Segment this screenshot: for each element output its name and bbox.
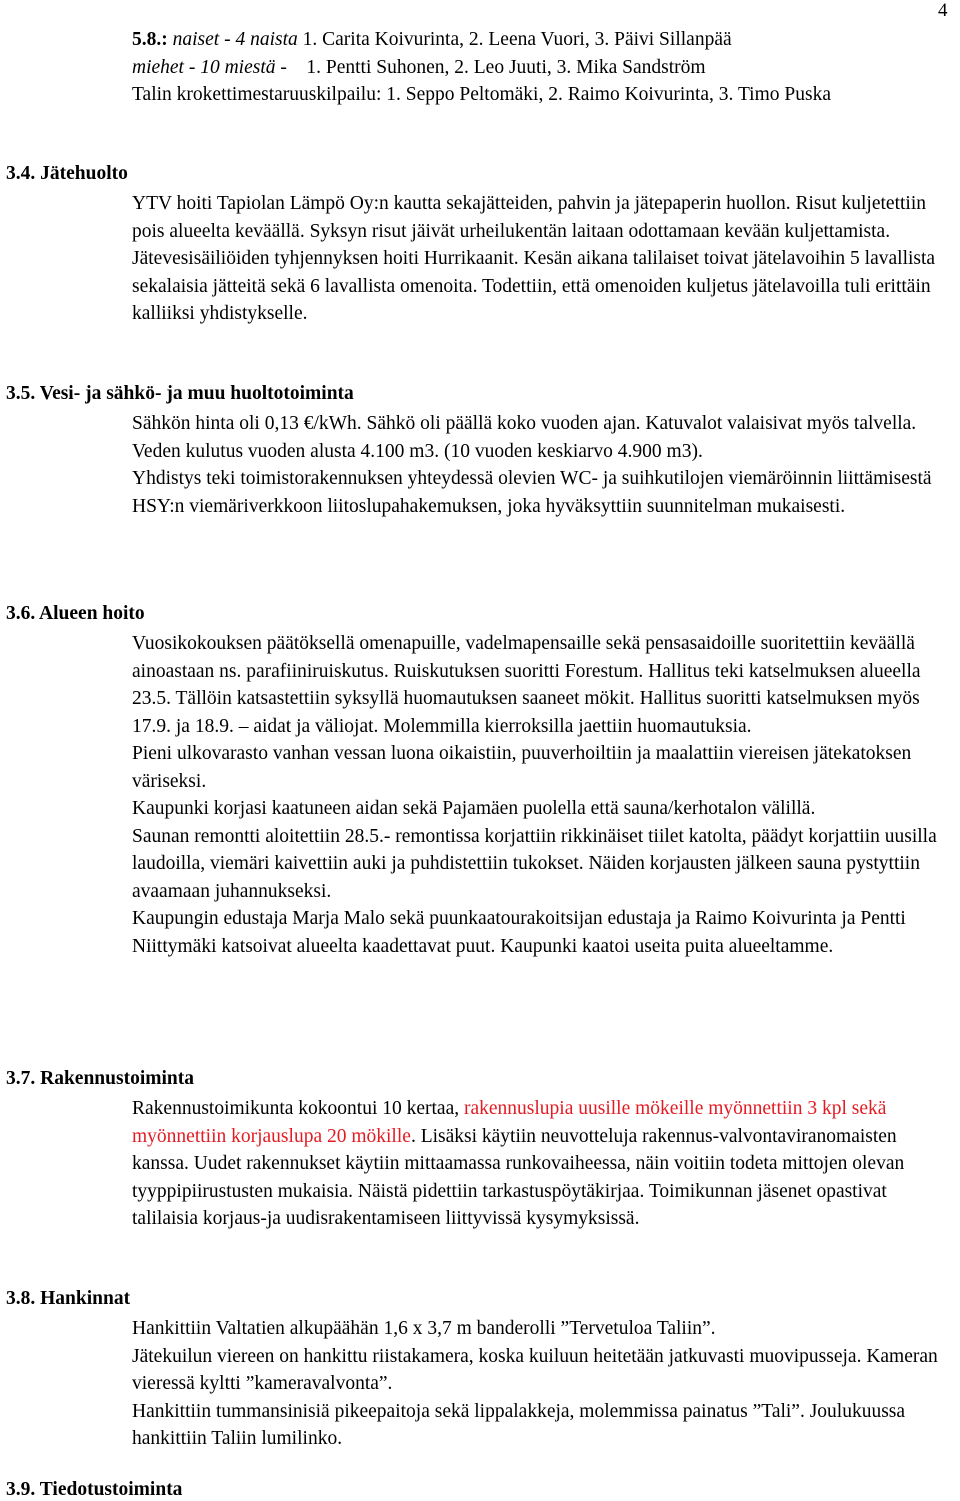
results-women	[132, 26, 932, 54]
competition-results	[132, 26, 932, 109]
section-heading: 3.6. Alueen hoito	[6, 603, 145, 624]
highlighted-permits: rakennuslupia uusille mökeille myönnettiin 3 kpl sekä myönnettiin korjauslupa 20 mökille	[132, 1098, 887, 1147]
section-body	[132, 1315, 956, 1453]
section-body	[132, 410, 956, 520]
section-heading: 3.4. Jätehuolto	[6, 163, 128, 184]
section-body	[132, 1095, 956, 1233]
paragraph: Saunan remontti aloitettiin 28.5.- remontissa korjattiin rikkinäiset tiilet katolta, päädyt korjattiin uusilla laudoilla, viemäri kaivettiin auki ja puhdistettiin tukokset. Näiden korjausten jälkeen sauna pystyttiin avaamaan juhannukseksi.	[132, 825, 937, 902]
paragraph: Hankittiin tummansinisiä pikeepaitoja sekä lippalakkeja, molemmissa painatus ”Tali”. Joulukuussa hankittiin Taliin lumilinko.	[132, 1400, 906, 1449]
men-winners: 1. Pentti Suhonen, 2. Leo Juuti, 3. Mika Sandström	[306, 56, 706, 78]
text-segment: Rakennustoimikunta kokoontui 10 kertaa,	[132, 1098, 464, 1119]
section-body	[132, 630, 956, 960]
paragraph	[132, 1095, 956, 1233]
results-men	[132, 54, 932, 82]
section-heading: 3.5. Vesi- ja sähkö- ja muu huoltotoiminta	[6, 383, 354, 404]
paragraph: Kaupunki korjasi kaatuneen aidan sekä Pajamäen puolella että sauna/kerhotalon välillä.	[132, 798, 816, 819]
paragraph: Sähkön hinta oli 0,13 €/kWh. Sähkö oli päällä koko vuoden ajan. Katuvalot valaisivat myös talvella.	[132, 413, 917, 434]
paragraph: Pieni ulkovarasto vanhan vessan luona oikaistiin, puuverhoiltiin ja maalattiin viereisen jätekatoksen väriseksi.	[132, 743, 912, 792]
section-heading: 3.9. Tiedotustoiminta	[6, 1479, 183, 1500]
section-heading: 3.8. Hankinnat	[6, 1288, 131, 1309]
men-category: miehet - 10 miestä -	[132, 56, 287, 78]
paragraph: YTV hoiti Tapiolan Lämpö Oy:n kautta sekajätteiden, pahvin ja jätepaperin huollon. Risut kuljetettiin pois alueelta keväällä. Syksyn risut jäivät urheilukentän laitaan odottamaan kevään kuljettamista. Jätevesisäiliöiden tyhjennyksen hoiti Hurrikaanit. Kesän aikana talilaiset toivat jätelavoihin 5 lavallista sekalaisia jätteitä sekä 6 lavallista omenoita. Todettiin, että omenoiden kuljetus jätelavoilla tuli erittäin kalliiksi yhdistykselle.	[132, 193, 936, 324]
results-label: 5.8.:	[132, 29, 168, 50]
paragraph: Veden kulutus vuoden alusta 4.100 m3. (10 vuoden keskiarvo 4.900 m3).	[132, 440, 703, 462]
paragraph: Jätekuilun viereen on hankittu riistakamera, koska kuiluun heitetään jatkuvasti muovipusseja. Kameran vieressä kyltti ”kameravalvonta”.	[132, 1345, 938, 1394]
croquet-championship: Talin krokettimestaruuskilpailu: 1. Seppo Peltomäki, 2. Raimo Koivurinta, 3. Timo Puska	[132, 84, 831, 105]
paragraph: Kaupungin edustaja Marja Malo sekä puunkaatourakoitsijan edustaja ja Raimo Koivurinta ja Pentti Niittymäki katsoivat alueelta kaadettavat puut. Kaupunki kaatoi useita puita alueeltamme.	[132, 908, 906, 957]
page-number: 4	[938, 0, 948, 21]
section-heading: 3.7. Rakennustoiminta	[6, 1068, 194, 1089]
paragraph: Yhdistys teki toimistorakennuksen yhteydessä olevien WC- ja suihkutilojen viemäröinnin liittämisestä HSY:n viemäriverkkoon liitoslupahakemuksen, joka hyväksyttiin suunnitelman mukaisesti.	[132, 468, 932, 517]
section-body	[132, 190, 956, 328]
women-category: naiset - 4 naista	[172, 29, 298, 50]
women-winners: 1. Carita Koivurinta, 2. Leena Vuori, 3. Päivi Sillanpää	[302, 29, 732, 50]
paragraph: Vuosikokouksen päätöksellä omenapuille, vadelmapensaille sekä pensasaidoille suoritettiin keväällä ainoastaan ns. parafiiniruiskutus. Ruiskutuksen suoritti Forestum. Hallitus teki katselmuksen alueella 23.5. Tällöin katsastettiin syksyllä huomautuksen saaneet mökit. Hallitus suoritti katselmuksen myös 17.9. ja 18.9. – aidat ja väliojat. Molemmilla kierroksilla jaettiin huomautuksia.	[132, 633, 921, 737]
text-segment: . Lisäksi käytiin neuvotteluja rakennus-valvontaviranomaisten kanssa. Uudet rakennukset käytiin mittaamassa runkovaiheessa, näin voitiin todeta mittojen olevan tyyppipiirustusten mukaisia. Näistä pidettiin tarkastuspöytäkirjaa. Toimikunnan jäsenet opastivat talilaisia korjaus-ja uudisrakentamiseen liittyvissä kysymyksissä.	[132, 1125, 905, 1229]
paragraph: Hankittiin Valtatien alkupäähän 1,6 x 3,7 m banderolli ”Tervetuloa Taliin”.	[132, 1318, 716, 1339]
